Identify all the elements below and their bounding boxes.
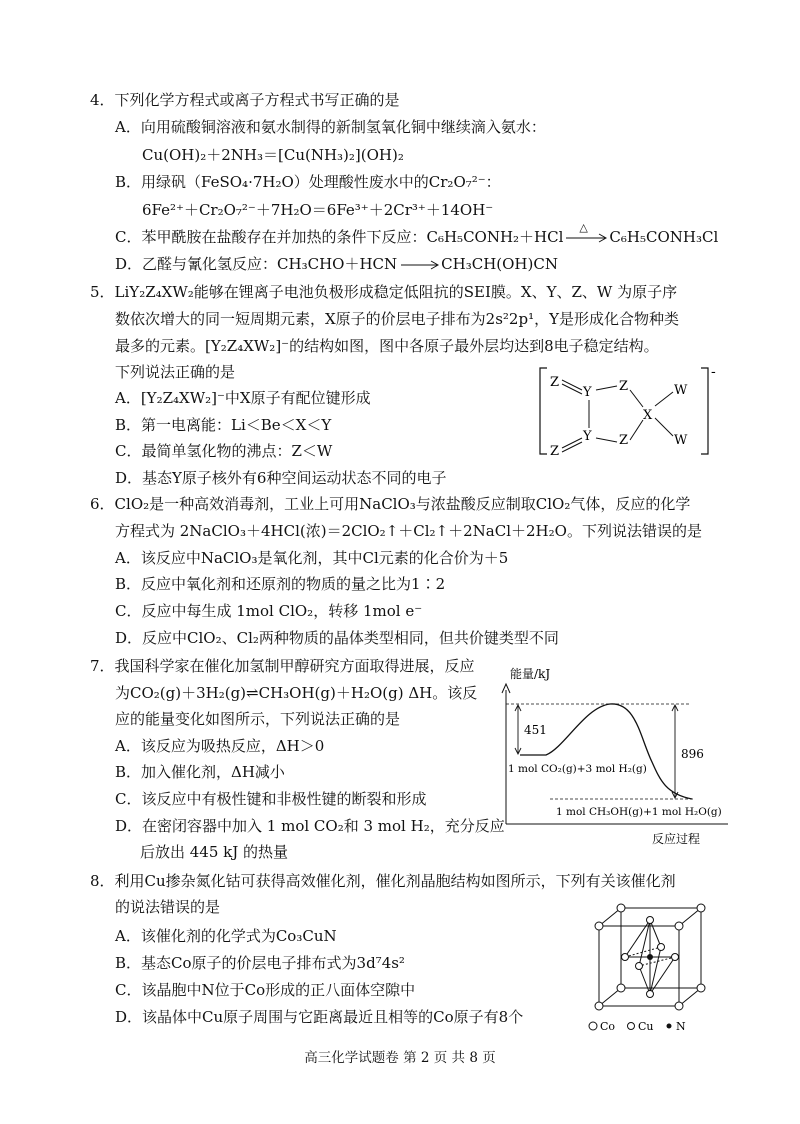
arrow-icon — [397, 254, 441, 274]
energy-diagram — [490, 662, 735, 848]
q7-stem-line1: 7．我国科学家在催化加氢制甲醇研究方面取得进展，反应 — [90, 657, 475, 675]
atom-z-bottom-right: Z — [619, 433, 629, 448]
q5-stem-line2: 数依次增大的同一短周期元素，X原子的价层电子排布为2s²2p¹，Y是形成化合物种类 — [115, 310, 679, 328]
reactants-label: 1 mol CO₂(g)+3 mol H₂(g) — [508, 763, 647, 775]
corner-atom — [595, 1002, 603, 1010]
q7-option-d-line1: D．在密闭容器中加入 1 mol CO₂和 3 mol H₂，充分反应 — [115, 817, 505, 835]
atom-z-bottom-left: Z — [550, 444, 560, 459]
charge-label: - — [711, 364, 716, 380]
q4-option-a: A．向用硫酸铜溶液和氨水制得的新制氢氧化铜中继续滴入氨水： — [115, 118, 546, 136]
corner-atom — [617, 904, 625, 912]
face-atom — [672, 954, 679, 961]
q4-option-c-product: C₆H₅CONH₃Cl — [609, 228, 719, 246]
atom-w-bottom: W — [674, 433, 688, 448]
q5-option-b: B．第一电离能：Li＜Be＜X＜Y — [115, 416, 332, 434]
legend-co-label: Co — [600, 1020, 616, 1033]
q5-stem-line1: 5．LiY₂Z₄XW₂能够在锂离子电池负极形成稳定低阻抗的SEI膜。X、Y、Z、W 为原子序 — [90, 283, 678, 301]
corner-atom — [697, 984, 705, 992]
page-footer: 高三化学试题卷 第 2 页 共 8 页 — [304, 1050, 496, 1066]
q7-option-b: B．加入催化剂，ΔH减小 — [115, 763, 285, 781]
arrow-icon — [563, 227, 609, 247]
q7-stem-line3: 应的能量变化如图所示，下列说法正确的是 — [115, 710, 401, 728]
legend-n-icon — [667, 1024, 672, 1029]
atom-z-top-left: Z — [550, 375, 560, 390]
q4-option-d-text: D．乙醛与氰化氢反应：CH₃CHO＋HCN — [115, 255, 398, 273]
q7-option-d-line2: 后放出 445 kJ 的热量 — [140, 843, 289, 861]
q8-option-a: A．该催化剂的化学式为Co₃CuN — [115, 927, 337, 945]
crystal-cell-diagram — [585, 900, 710, 1035]
q8-option-c: C．该晶胞中N位于Co形成的正八面体空隙中 — [115, 981, 416, 999]
legend-cu-label: Cu — [638, 1020, 654, 1033]
left-bracket — [540, 368, 547, 454]
corner-atom — [617, 984, 625, 992]
heat-symbol: △ — [579, 221, 588, 234]
corner-atom — [697, 904, 705, 912]
q6-stem-line2: 方程式为 2NaClO₃＋4HCl(浓)＝2ClO₂↑＋Cl₂↑＋2NaCl＋2H₂O。下列说法错误的是 — [115, 522, 702, 540]
face-atom — [622, 954, 629, 961]
corner-atom — [595, 922, 603, 930]
q4-stem: 4．下列化学方程式或离子方程式书写正确的是 — [90, 91, 400, 109]
legend-cu-icon — [628, 1023, 635, 1030]
products-label: 1 mol CH₃OH(g)+1 mol H₂O(g) — [556, 806, 722, 818]
face-atom — [647, 917, 654, 924]
q4-option-b: B．用绿矾（FeSO₄·7H₂O）处理酸性废水中的Cr₂O₇²⁻： — [115, 173, 501, 191]
q6-option-d: D．反应中ClO₂、Cl₂两种物质的晶体类型相同，但共价键类型不同 — [115, 629, 559, 647]
face-atom — [636, 963, 643, 970]
q6-option-a: A．该反应中NaClO₃是氧化剂，其中Cl元素的化合价为＋5 — [115, 549, 509, 567]
corner-atom — [675, 1002, 683, 1010]
q4-option-d — [115, 254, 558, 274]
q8-stem-line1: 8．利用Cu掺杂氮化钴可获得高效催化剂，催化剂晶胞结构如图所示，下列有关该催化剂 — [90, 872, 676, 890]
q7-option-a: A．该反应为吸热反应，ΔH＞0 — [115, 737, 325, 755]
q6-stem-line1: 6．ClO₂是一种高效消毒剂，工业上可用NaClO₃与浓盐酸反应制取ClO₂气体，反应的化学 — [90, 495, 691, 513]
reaction-progress-label: 反应过程 — [652, 832, 701, 846]
total-energy-value: 896 — [681, 747, 704, 761]
q5-option-a: A．[Y₂Z₄XW₂]⁻中X原子有配位键形成 — [115, 389, 371, 407]
anion-structure-diagram — [535, 362, 725, 462]
q4-option-d-product: CH₃CH(OH)CN — [441, 255, 558, 273]
q4-option-a-equation: Cu(OH)₂＋2NH₃＝[Cu(NH₃)₂](OH)₂ — [142, 146, 404, 164]
atom-z-top-right: Z — [619, 379, 629, 394]
face-atom — [658, 944, 665, 951]
q5-stem-line3: 最多的元素。[Y₂Z₄XW₂]⁻的结构如图，图中各原子最外层均达到8电子稳定结构。 — [115, 337, 659, 355]
q5-option-c: C．最简单氢化物的沸点：Z＜W — [115, 442, 333, 460]
atom-w-top: W — [674, 383, 688, 398]
q8-stem-line2: 的说法错误的是 — [115, 898, 221, 916]
q5-stem-line4: 下列说法正确的是 — [115, 363, 236, 381]
heat-arrow — [563, 221, 609, 247]
q7-stem-line2: 为CO₂(g)＋3H₂(g)⇌CH₃OH(g)＋H₂O(g) ΔH。该反 — [115, 684, 478, 702]
q7-option-c: C．该反应中有极性键和非极性键的断裂和形成 — [115, 790, 427, 808]
q8-option-d: D．该晶体中Cu原子周围与它距离最近且相等的Co原子有8个 — [115, 1008, 524, 1026]
atom-y-bottom: Y — [583, 429, 592, 444]
legend-n-label: N — [676, 1020, 686, 1033]
corner-atom — [675, 922, 683, 930]
q6-option-b: B．反应中氧化剂和还原剂的物质的量之比为1∶2 — [115, 575, 446, 593]
q4-option-c-text: C．苯甲酰胺在盐酸存在并加热的条件下反应：C₆H₅CONH₂＋HCl — [115, 228, 564, 246]
atom-y-top: Y — [583, 385, 592, 400]
energy-axis-label: 能量/kJ — [510, 667, 551, 681]
legend-co-icon — [589, 1022, 597, 1030]
q8-option-b: B．基态Co原子的价层电子排布式为3d⁷4s² — [115, 954, 405, 972]
right-bracket — [701, 368, 708, 454]
q4-option-c — [115, 221, 719, 247]
energy-curve — [520, 704, 692, 799]
ea-value: 451 — [524, 723, 547, 737]
atom-x: X — [643, 408, 653, 423]
center-n-atom — [647, 954, 653, 960]
face-atom — [647, 991, 654, 998]
q4-option-b-equation: 6Fe²⁺＋Cr₂O₇²⁻＋7H₂O＝6Fe³⁺＋2Cr³⁺＋14OH⁻ — [142, 201, 494, 219]
q5-option-d: D．基态Y原子核外有6种空间运动状态不同的电子 — [115, 469, 447, 487]
q6-option-c: C．反应中每生成 1mol ClO₂，转移 1mol e⁻ — [115, 602, 423, 620]
